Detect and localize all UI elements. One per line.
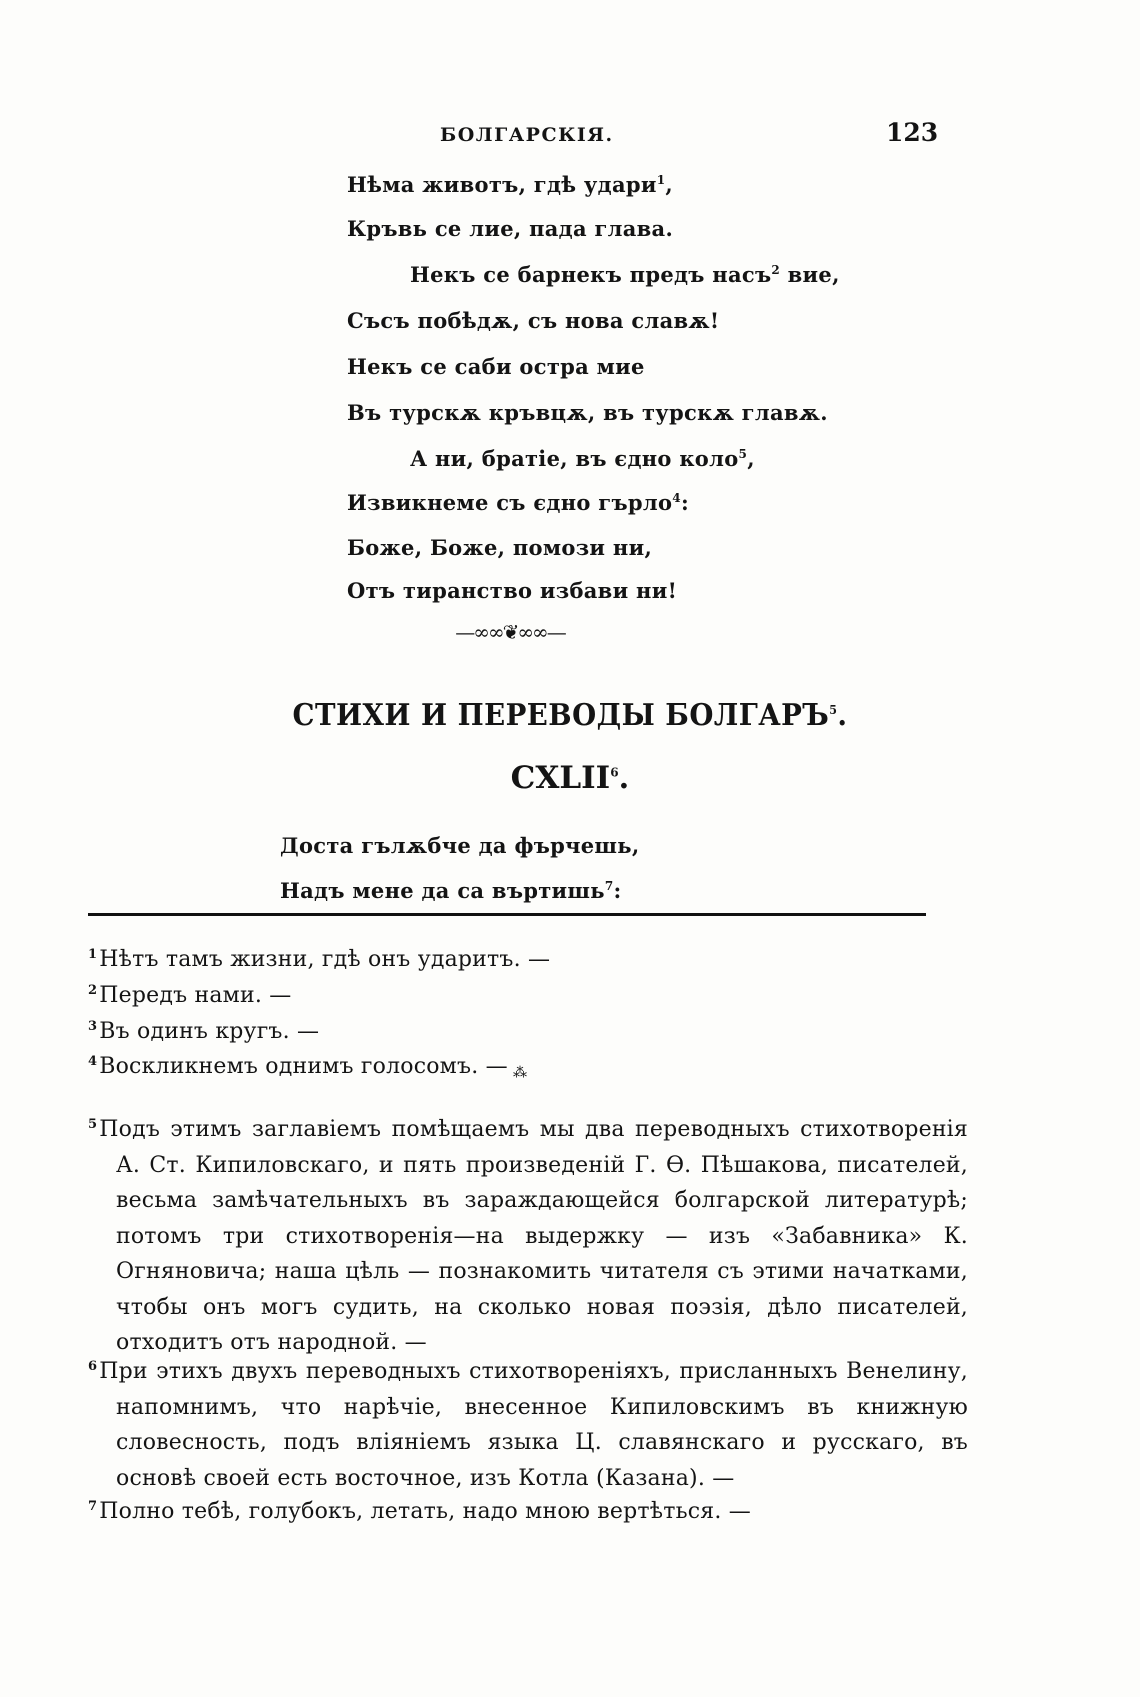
verse-line: Доста гълѫбче да фърчешь,: [280, 833, 640, 858]
verse-line: Въ турскѫ кръвцѫ, въ турскѫ главѫ.: [347, 400, 828, 425]
footnote: $^1$Нѣтъ тамъ жизни, гдѣ онъ ударитъ. —: [88, 946, 551, 972]
verse-line: А ни, братiе, въ єдно коло$^5$,: [410, 446, 755, 471]
footnote: $^7$Полно тебѣ, голубокъ, летать, надо мною вертѣться. —: [88, 1498, 751, 1524]
verse-line: Кръвь се лие, пада глава.: [347, 216, 674, 241]
footnote: $^3$Въ одинъ кругъ. —: [88, 1018, 320, 1044]
section-title: СТИХИ И ПЕРЕВОДЫ БОЛГАРЪ$^5$.: [292, 698, 848, 733]
verse-line: Съсъ побѣдѫ, съ нова славѫ!: [347, 308, 720, 333]
verse-line: Отъ тиранство избави ни!: [347, 578, 678, 603]
footnote: $^5$Подъ этимъ заглавіемъ помѣщаемъ мы два переводныхъ стихотворенія А. Ст. Кипиловскаго, и пять произведеній Г. Ѳ. Пѣшакова, писателей, весьма замѣчательныхъ въ зараждающейся болгарской литературѣ; потомъ три стихотворенія—на выдержку — изъ «Забавника» К. Огняновича; наша цѣль — познакомить читателя съ этими начатками, чтобы онъ могъ судить, на сколько новая поэзія, дѣло писателей, отходитъ отъ народной. —: [88, 1116, 968, 1355]
poem-number: CXLII$^6$.: [510, 760, 630, 796]
running-head: БОЛГАРСКІЯ.: [440, 124, 614, 146]
footnote-rule: [88, 913, 926, 916]
footnote: $^2$Передъ нами. —: [88, 982, 292, 1008]
footnote: $^6$При этихъ двухъ переводныхъ стихотвореніяхъ, присланныхъ Венелину, напомнимъ, что нарѣчіе, внесенное Кипиловскимъ въ книжную словесность, подъ вліяніемъ языка Ц. славянскаго и русскаго, въ основѣ своей есть восточное, изъ Котла (Казана). —: [88, 1358, 968, 1491]
page-number: 123: [886, 118, 939, 147]
verse-line: Нѣма животъ, гдѣ удари$^1$,: [347, 172, 674, 197]
verse-line: Некъ се барнекъ предъ насъ$^2$ вие,: [410, 262, 840, 287]
verse-line: Боже, Боже, помози ни,: [347, 535, 653, 560]
asterism: ⁂: [513, 1065, 527, 1081]
verse-line: Извикнеме съ єдно гърло$^4$:: [347, 490, 689, 515]
footnote: $^4$Воскликнемъ однимъ голосомъ. —: [88, 1053, 508, 1079]
verse-line: Надъ мене да са въртишь$^7$:: [280, 878, 622, 903]
verse-line: Некъ се саби остра мие: [347, 354, 645, 379]
ornament-divider: —∞∞❦∞∞—: [455, 620, 565, 644]
